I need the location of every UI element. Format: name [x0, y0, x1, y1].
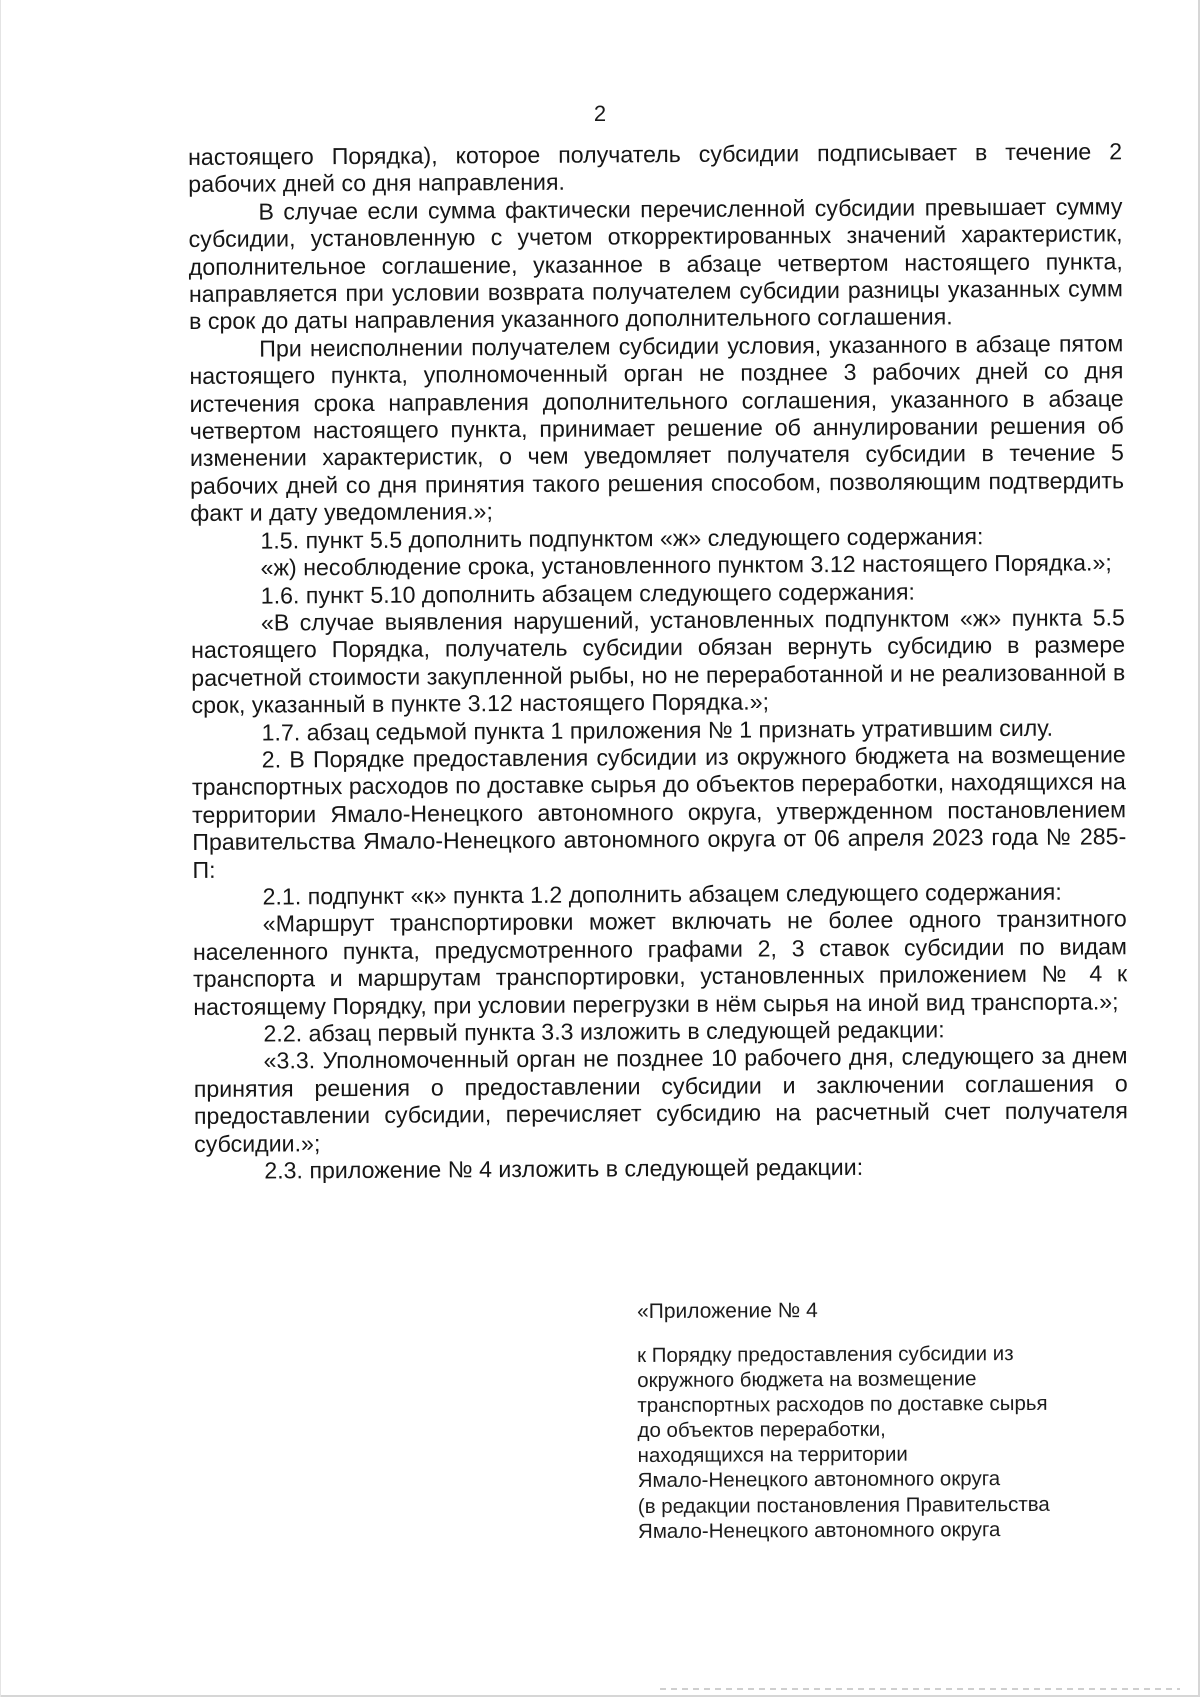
annex-line: (в редакции постановления Правительства [637, 1492, 1050, 1518]
annex-line: до объектов переработки, [637, 1417, 886, 1443]
annex-line: транспортных расходов по доставке сырья [637, 1392, 1048, 1418]
annex-line: к Порядку предоставления субсидии из [637, 1342, 1014, 1367]
annex-title: «Приложение № 4 [637, 1299, 818, 1323]
page-edge [0, 0, 1, 1697]
page-number: 2 [593, 101, 607, 126]
annex-caption [637, 1340, 1118, 1543]
paragraph-item-2-3: 2.3. приложение № 4 изложить в следующей редакции: [264, 1153, 864, 1184]
scan-artifact [660, 1688, 1180, 1690]
annex-line: Ямало-Ненецкого автономного округа [637, 1517, 1001, 1543]
paragraph-non-fulfillment: При неисполнении получателем субсидии условия, указанного в абзаце пятом настоящего пункта, уполномоченный орган не позднее 3 рабочих дней со дня истечения срока направления дополнительного соглашения, указанного в абзаце четвертом настоящего пункта, принимает решение об аннулировании решения об изменении характеристик, о чем уведомляет получателя субсидии в течение 5 рабочих дней со дня принятия такого решения способом, позволяющим подтвердить факт и дату уведомления.»; [189, 330, 1125, 527]
paragraph-route: «Маршрут транспортировки может включать не более одного транзитного населенного пункта, предусмотренного графами 2, 3 ставок субсидии по видам транспорта и маршрутам транспортировки, установленных приложением № 4 к настоящему Порядку, при условии перегрузки в нём сырья на иной вид транспорта.»; [192, 905, 1128, 1020]
paragraph-item-2-2: 2.2. абзац первый пункта 3.3 изложить в следующей редакции: [263, 1016, 945, 1047]
paragraph-item-1-5: 1.5. пункт 5.5 дополнить подпунктом «ж» следующего содержания: [260, 522, 984, 554]
paragraph-overpayment: В случае если сумма фактически перечисленной субсидии превышает сумму субсидии, установленную с учетом откорректированных значений характеристик, дополнительное соглашение, указанное в абзаце четвертом настоящего пункта, направляется при условии возврата получателем субсидии разницы указанных сумм в срок до даты направления указанного дополнительного соглашения. [188, 193, 1123, 335]
document-body [188, 138, 1128, 1185]
annex-line: находящихся на территории [637, 1442, 908, 1468]
paragraph-item-1-6: 1.6. пункт 5.10 дополнить абзацем следующего содержания: [260, 578, 915, 609]
paragraph-item-2-1: 2.1. подпункт «к» пункта 1.2 дополнить абзацем следующего содержания: [262, 878, 1062, 910]
annex-line: окружного бюджета на возмещение [637, 1367, 977, 1393]
paragraph-item-2: 2. В Порядке предоставления субсидии из окружного бюджета на возмещение транспортных расходов по доставке сырья до объектов переработки, находящихся на территории Ямало-Ненецкого автономного округа, утвержденном постановлением Правительства Ямало-Ненецкого автономного округа от 06 апреля 2023 года № 285-П: [191, 741, 1127, 883]
paragraph-item-3-3: «3.3. Уполномоченный орган не позднее 10 рабочего дня, следующего за днем принятия решения о предоставлении субсидии и заключении соглашения о предоставлении субсидии, перечисляет субсидию на расчетный счет получателя субсидии.»; [193, 1042, 1129, 1157]
paragraph-continuation: настоящего Порядка), которое получатель субсидии подписывает в течение 2 рабочих дней со дня направления. [188, 138, 1123, 198]
paragraph-item-1-7: 1.7. абзац седьмой пункта 1 приложения № 1 признать утратившим силу. [261, 714, 1054, 746]
annex-line: Ямало-Ненецкого автономного округа [637, 1467, 1001, 1493]
paragraph-violation-refund: «В случае выявления нарушений, установленных подпунктом «ж» пункта 5.5 настоящего Порядка, получатель субсидии обязан вернуть субсидию в размере расчетной стоимости закупленной рыбы, но не переработанной и не реализованной в срок, указанный в пункте 3.12 настоящего Порядка.»; [191, 604, 1126, 719]
paragraph-subitem-zh: «ж) несоблюдение срока, установленного пунктом 3.12 настоящего Порядка.»; [260, 549, 1112, 581]
